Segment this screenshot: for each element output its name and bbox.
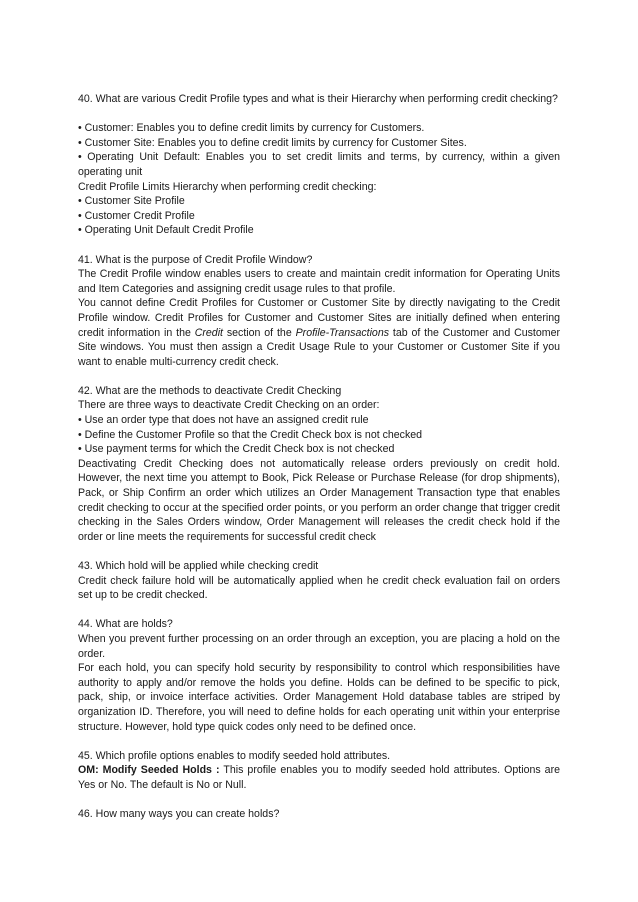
list-item: • Customer: Enables you to define credit limits by currency for Customers.: [78, 122, 425, 135]
paragraph: For each hold, you can specify hold security by responsibility to control which responsibilities have authority to apply and/or remove the holds you define. Holds can be defined to be specific to pick, pack, ship, or invoice interface activities. Order Management Hold database tables are striped by organization ID. Therefore, you will need to define holds for each operating unit within your enterprise structure. However, hold type quick codes only need to be defined once.: [78, 662, 560, 733]
text-run: You cannot define Credit Profiles for Customer or Customer Site by directly navigating to the Credit Profile window. Credit Profiles for Customer and Customer Sites are initially defined when entering credit information in the: [78, 297, 560, 339]
list-item: • Customer Credit Profile: [78, 209, 195, 222]
list-item: • Use payment terms for which the Credit Check box is not checked: [78, 443, 395, 456]
emphasis-text: Profile-Transactions: [295, 326, 390, 339]
question-41: 41. What is the purpose of Credit Profile Window?: [78, 253, 313, 266]
question-40: 40. What are various Credit Profile types and what is their Hierarchy when performing credit checking?: [78, 93, 558, 105]
list-item: • Customer Site Profile: [78, 195, 185, 208]
paragraph: Credit check failure hold will be automatically applied when he credit check evaluation fail on orders set up to be credit checked.: [78, 574, 560, 602]
question-42: 42. What are the methods to deactivate Credit Checking: [78, 384, 342, 397]
question-46: 46. How many ways you can create holds?: [78, 808, 280, 821]
list-item: • Operating Unit Default Credit Profile: [78, 224, 254, 237]
paragraph: There are three ways to deactivate Credit Checking on an order:: [78, 399, 380, 412]
paragraph: [78, 296, 560, 369]
question-44: 44. What are holds?: [78, 618, 173, 631]
paragraph: [78, 763, 560, 792]
profile-option-label: OM: Modify Seeded Holds :: [78, 764, 220, 777]
text-run: section of the: [223, 326, 296, 339]
question-43: 43. Which hold will be applied while checking credit: [78, 560, 319, 572]
hierarchy-intro: Credit Profile Limits Hierarchy when performing credit checking:: [78, 180, 377, 193]
list-item: • Operating Unit Default: Enables you to set credit limits and terms, by currency, within a given operating unit: [78, 151, 560, 178]
document-body: [78, 92, 560, 822]
list-item: • Use an order type that does not have an assigned credit rule: [78, 414, 369, 427]
text-run: tab of the Customer and Customer Site windows. You must then assign a Credit Usage Rule to your Customer or Customer Site if you want to enable multi-currency credit check.: [78, 326, 560, 368]
list-item: • Define the Customer Profile so that the Credit Check box is not checked: [78, 428, 423, 441]
question-45: 45. Which profile options enables to modify seeded hold attributes.: [78, 749, 391, 762]
text-run: This profile enables you to modify seeded hold attributes. Options are Yes or No. The default is No or Null.: [78, 764, 560, 791]
list-item: • Customer Site: Enables you to define credit limits by currency for Customer Sites.: [78, 136, 467, 149]
paragraph: Deactivating Credit Checking does not automatically release orders previously on credit hold. However, the next time you attempt to Book, Pick Release or Purchase Release (for drop shipments), Pack, or Ship Confirm an order which utilizes an Order Management Transaction type that enables credit checking to occur at the specified order points, or you perform an order change that trigger credit checking in the Sales Orders window, Order Management will releases the credit check hold if the order or line meets the requirements for successful credit check: [78, 457, 560, 543]
emphasis-text: Credit: [194, 326, 223, 339]
paragraph: The Credit Profile window enables users to create and maintain credit information for Operating Units and Item Categories and assigning credit usage rules to that profile.: [78, 268, 560, 295]
paragraph: When you prevent further processing on an order through an exception, you are placing a hold on the order.: [78, 632, 560, 660]
